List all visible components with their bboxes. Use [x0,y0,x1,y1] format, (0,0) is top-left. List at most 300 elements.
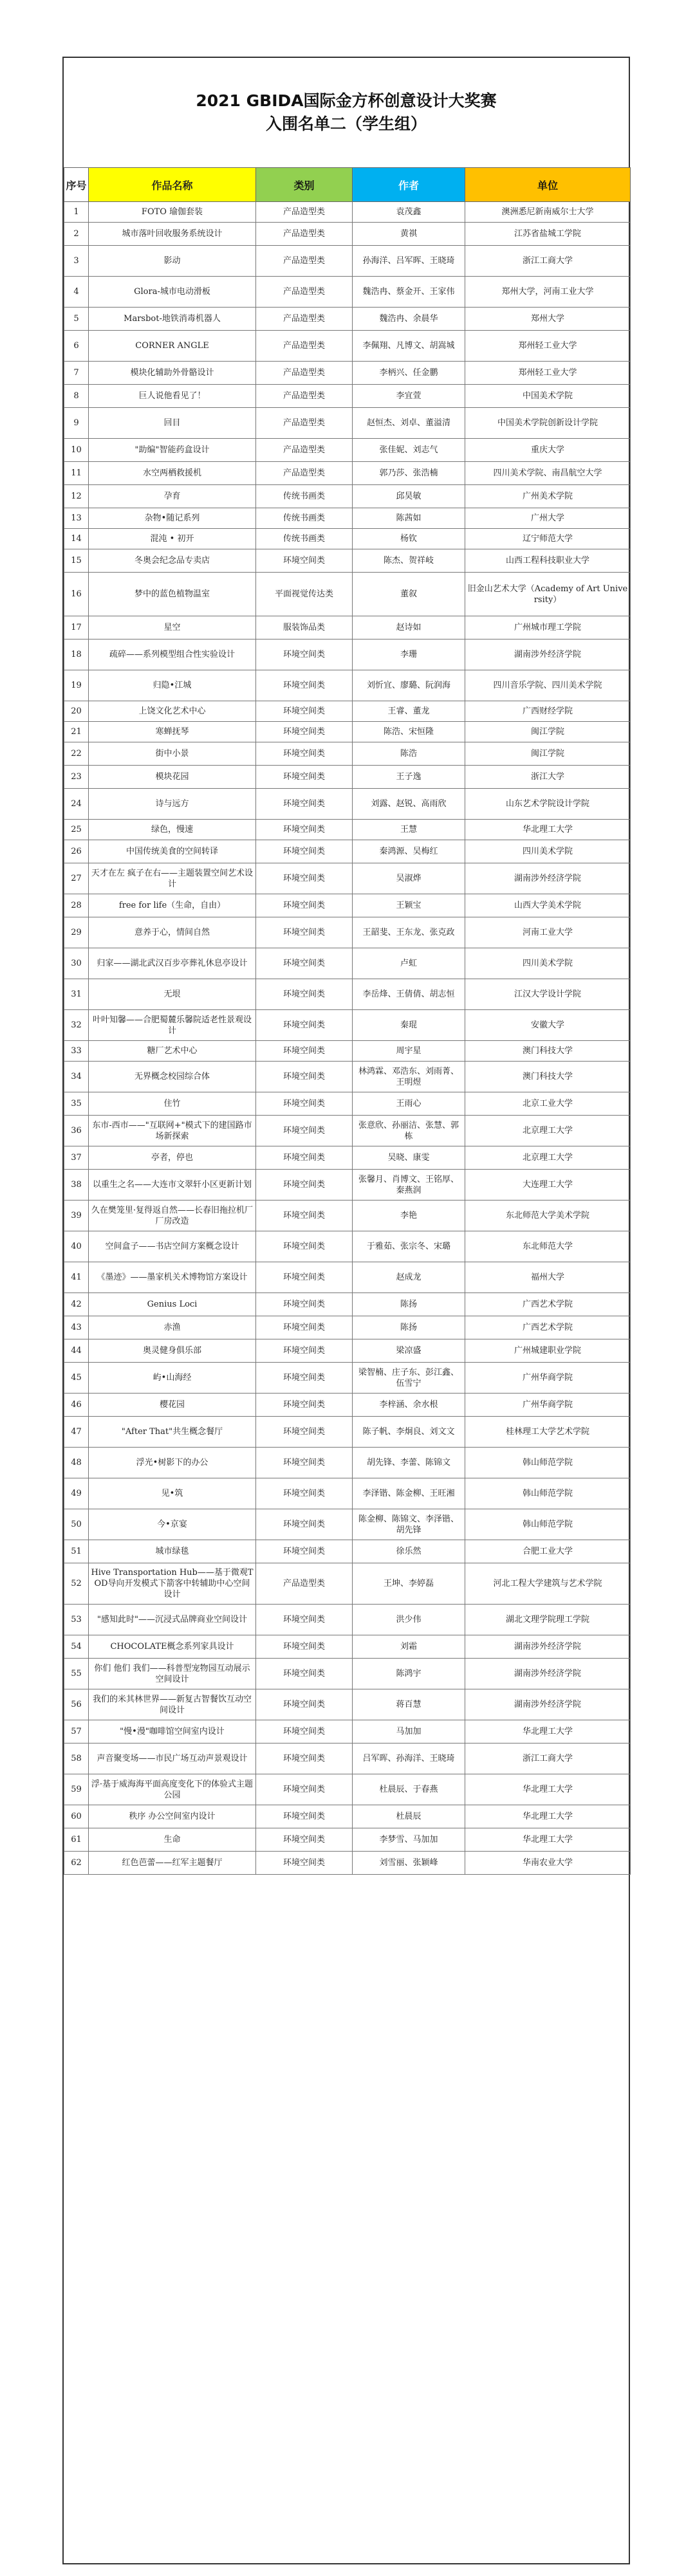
cell-work-name: 东市-西市——"互联网+"模式下的建国路市场新探索 [89,1116,256,1146]
cell-author: 刘霜 [353,1635,465,1659]
cell-unit: 华北理工大学 [465,1805,631,1828]
cell-unit: 韩山师范学院 [465,1448,631,1478]
header-no: 序号 [64,168,89,202]
cell-category: 环境空间类 [256,1146,353,1170]
table-row [64,1828,631,1852]
cell-category: 环境空间类 [256,701,353,722]
cell-work-name: 意养于心，情间自然 [89,917,256,948]
cell-work-name: 诗与远方 [89,789,256,820]
cell-unit: 江汉大学设计学院 [465,979,631,1010]
header-work-name: 作品名称 [89,168,256,202]
cell-author: 王韶斐、王东龙、张克政 [353,917,465,948]
cell-no: 47 [64,1417,89,1448]
cell-author: 杨钦 [353,529,465,549]
cell-no: 37 [64,1146,89,1170]
cell-category: 产品造型类 [256,246,353,277]
cell-no: 15 [64,549,89,573]
cell-author: 刘雪丽、张颖峰 [353,1852,465,1875]
cell-unit: 浙江大学 [465,766,631,789]
cell-work-name: 亭者，停也 [89,1146,256,1170]
cell-no: 17 [64,616,89,639]
cell-unit: 澳门科技大学 [465,1041,631,1062]
cell-author: 王颖宝 [353,894,465,917]
cell-no: 33 [64,1041,89,1062]
cell-category: 环境空间类 [256,820,353,840]
table-row [64,1092,631,1116]
cell-author: 梁智楠、庄子东、彭江鑫、伍雪宁 [353,1363,465,1394]
cell-unit: 闽江学院 [465,722,631,742]
cell-work-name: 以重生之名——大连市文翠轩小区更新计划 [89,1170,256,1201]
cell-author: 陈子帆、李炯良、刘文文 [353,1417,465,1448]
cell-unit: 郑州大学 [465,308,631,331]
cell-author: 洪少伟 [353,1605,465,1635]
table-row [64,1041,631,1062]
cell-unit: 广西艺术学院 [465,1293,631,1316]
cell-category: 传统书画类 [256,485,353,508]
cell-work-name: 空间盒子——书店空间方案概念设计 [89,1231,256,1262]
header-row [64,168,631,202]
table-row [64,1262,631,1293]
cell-author: 陈杰、贺祥岐 [353,549,465,573]
cell-category: 环境空间类 [256,1720,353,1743]
cell-unit: 东北师范大学 [465,1231,631,1262]
cell-no: 41 [64,1262,89,1293]
cell-unit: 韩山师范学院 [465,1509,631,1540]
cell-unit: 河北工程大学建筑与艺术学院 [465,1563,631,1605]
cell-unit: 华北理工大学 [465,1720,631,1743]
cell-unit: 郑州大学，河南工业大学 [465,277,631,308]
cell-unit: 合肥工业大学 [465,1540,631,1563]
nominee-table [64,167,631,1875]
cell-no: 20 [64,701,89,722]
cell-category: 环境空间类 [256,1743,353,1774]
cell-work-name: 樱花园 [89,1394,256,1417]
cell-author: 赵诗如 [353,616,465,639]
table-row [64,529,631,549]
cell-category: 环境空间类 [256,1092,353,1116]
cell-work-name: 《墨迹》——墨家机关术博物馆方案设计 [89,1262,256,1293]
table-row [64,1116,631,1146]
cell-unit: 广州大学 [465,508,631,529]
cell-no: 39 [64,1201,89,1231]
table-row [64,485,631,508]
cell-unit: 湖南涉外经济学院 [465,1659,631,1689]
table-row [64,1394,631,1417]
cell-work-name: 我们的米其林世界——新复古智餐饮互动空间设计 [89,1689,256,1720]
cell-author: 梁凉盛 [353,1339,465,1363]
table-row [64,1774,631,1805]
cell-author: 秦鸿源、吴梅红 [353,840,465,863]
cell-author: 秦琨 [353,1010,465,1041]
cell-unit: 河南工业大学 [465,917,631,948]
cell-work-name: 杂物•随记系列 [89,508,256,529]
table-row [64,742,631,766]
table-row [64,639,631,670]
cell-no: 23 [64,766,89,789]
cell-work-name: 天才在左 疯子在右——主题装置空间艺术设计 [89,863,256,894]
cell-unit: 广州华商学院 [465,1394,631,1417]
cell-no: 30 [64,948,89,979]
cell-author: 郭乃莎、张浩楠 [353,462,465,485]
table-row [64,840,631,863]
cell-unit: 山西大学美术学院 [465,894,631,917]
cell-category: 环境空间类 [256,766,353,789]
cell-work-name: 冬奥会纪念品专卖店 [89,549,256,573]
cell-category: 环境空间类 [256,948,353,979]
cell-no: 29 [64,917,89,948]
table-row [64,1062,631,1092]
cell-no: 54 [64,1635,89,1659]
cell-category: 环境空间类 [256,1316,353,1339]
cell-author: 孙海洋、吕军晖、王晓琦 [353,246,465,277]
cell-unit: 浙江工商大学 [465,246,631,277]
table-row [64,408,631,439]
table-row [64,1635,631,1659]
table-row [64,894,631,917]
cell-author: 王雨心 [353,1092,465,1116]
cell-no: 12 [64,485,89,508]
cell-category: 环境空间类 [256,1010,353,1041]
header-unit: 单位 [465,168,631,202]
cell-unit: 华北理工大学 [465,1774,631,1805]
cell-no: 42 [64,1293,89,1316]
table-row [64,277,631,308]
cell-author: 李梦雪、马加加 [353,1828,465,1852]
cell-work-name: Genius Loci [89,1293,256,1316]
cell-category: 环境空间类 [256,894,353,917]
cell-work-name: 巨人说他看见了！ [89,385,256,408]
cell-work-name: Hive Transportation Hub——基于微观TOD导向开发模式下箭客中转辅助中心空间设计 [89,1563,256,1605]
cell-unit: 安徽大学 [465,1010,631,1041]
cell-author: 董叙 [353,573,465,616]
cell-author: 吕军晖、孙海洋、王晓琦 [353,1743,465,1774]
table-row [64,789,631,820]
cell-unit: 广州华商学院 [465,1363,631,1394]
cell-no: 22 [64,742,89,766]
cell-unit: 四川美术学院 [465,948,631,979]
cell-category: 环境空间类 [256,840,353,863]
cell-category: 环境空间类 [256,1231,353,1262]
cell-category: 环境空间类 [256,1293,353,1316]
cell-unit: 韩山师范学院 [465,1478,631,1509]
table-body [64,202,631,1875]
cell-author: 王慧 [353,820,465,840]
cell-work-name: 影动 [89,246,256,277]
cell-work-name: 住竹 [89,1092,256,1116]
table-row [64,1805,631,1828]
cell-author: 杜晨辰 [353,1805,465,1828]
cell-no: 40 [64,1231,89,1262]
cell-author: 张意欣、孙丽洁、张慧、郭栋 [353,1116,465,1146]
cell-no: 9 [64,408,89,439]
cell-no: 21 [64,722,89,742]
cell-no: 55 [64,1659,89,1689]
cell-category: 环境空间类 [256,722,353,742]
cell-work-name: 见•筑 [89,1478,256,1509]
cell-work-name: 街中小景 [89,742,256,766]
cell-work-name: free for life（生命，自由） [89,894,256,917]
table-row [64,1689,631,1720]
cell-unit: 北京工业大学 [465,1092,631,1116]
cell-author: 林鸿霖、邓浩东、刘雨菁、王明煜 [353,1062,465,1092]
table-row [64,1170,631,1201]
table-row [64,1339,631,1363]
table-row [64,331,631,362]
cell-work-name: 今•京宴 [89,1509,256,1540]
cell-author: 王睿、董龙 [353,701,465,722]
cell-work-name: 无界概念校园综合体 [89,1062,256,1092]
cell-work-name: "After That"共生概念餐厅 [89,1417,256,1448]
cell-author: 刘忻宜、廖璐、阮润海 [353,670,465,701]
header-author: 作者 [353,168,465,202]
cell-work-name: 水空两栖救援机 [89,462,256,485]
cell-no: 48 [64,1448,89,1478]
table-row [64,1363,631,1394]
cell-author: 陈浩、宋恒隆 [353,722,465,742]
cell-no: 35 [64,1092,89,1116]
cell-work-name: 红色芭蕾——红军主题餐厅 [89,1852,256,1875]
cell-author: 李岳烽、王倩倩、胡志恒 [353,979,465,1010]
table-row [64,1852,631,1875]
cell-author: 李珊 [353,639,465,670]
cell-work-name: 上饶文化艺术中心 [89,701,256,722]
cell-work-name: 浮·基于威海海平面高度变化下的体验式主题公园 [89,1774,256,1805]
cell-category: 环境空间类 [256,1041,353,1062]
cell-no: 4 [64,277,89,308]
cell-category: 环境空间类 [256,863,353,894]
cell-author: 周宇星 [353,1041,465,1062]
cell-author: 胡先锋、李蕾、陈锦文 [353,1448,465,1478]
cell-work-name: 久在樊笼里·复得返自然——长春旧拖拉机厂厂房改造 [89,1201,256,1231]
cell-category: 环境空间类 [256,1478,353,1509]
cell-category: 产品造型类 [256,462,353,485]
cell-work-name: Glora-城市电动滑板 [89,277,256,308]
table-row [64,979,631,1010]
cell-no: 27 [64,863,89,894]
cell-category: 环境空间类 [256,639,353,670]
cell-work-name: 奥灵健身俱乐部 [89,1339,256,1363]
cell-work-name: 归隐•江城 [89,670,256,701]
cell-category: 环境空间类 [256,1659,353,1689]
cell-unit: 山东艺术学院设计学院 [465,789,631,820]
cell-category: 环境空间类 [256,1116,353,1146]
table-row [64,202,631,223]
cell-no: 25 [64,820,89,840]
cell-no: 31 [64,979,89,1010]
cell-unit: 重庆大学 [465,439,631,462]
cell-category: 环境空间类 [256,1805,353,1828]
cell-author: 张馨月、肖博文、王铭厚、秦燕润 [353,1170,465,1201]
table-row [64,508,631,529]
cell-no: 19 [64,670,89,701]
cell-unit: 郑州轻工业大学 [465,362,631,385]
table-row [64,1509,631,1540]
cell-work-name: CHOCOLATE概念系列家具设计 [89,1635,256,1659]
cell-category: 环境空间类 [256,1201,353,1231]
cell-author: 李泽锴、陈金柳、王旺湘 [353,1478,465,1509]
cell-unit: 中国美术学院创新设计学院 [465,408,631,439]
cell-no: 1 [64,202,89,223]
cell-author: 陈浩 [353,742,465,766]
table-row [64,616,631,639]
cell-author: 魏浩冉、余晨华 [353,308,465,331]
table-row [64,948,631,979]
table-row [64,670,631,701]
table-row [64,1659,631,1689]
cell-unit: 湖南涉外经济学院 [465,1689,631,1720]
cell-unit: 北京理工大学 [465,1116,631,1146]
cell-no: 59 [64,1774,89,1805]
cell-author: 陈茜如 [353,508,465,529]
table-row [64,1720,631,1743]
cell-no: 26 [64,840,89,863]
cell-author: 陈扬 [353,1316,465,1339]
cell-work-name: 你们 他们 我们——科普型宠物园互动展示空间设计 [89,1659,256,1689]
cell-unit: 旧金山艺术大学（Academy of Art University） [465,573,631,616]
document-sheet [62,57,630,2564]
cell-author: 李佩翔、凡博文、胡嵩城 [353,331,465,362]
cell-author: 张佳妮、刘志气 [353,439,465,462]
cell-work-name: 星空 [89,616,256,639]
cell-author: 吴晓、康雯 [353,1146,465,1170]
cell-category: 产品造型类 [256,223,353,246]
cell-unit: 澳门科技大学 [465,1062,631,1092]
cell-author: 王坤、李婷磊 [353,1563,465,1605]
cell-category: 服装饰品类 [256,616,353,639]
cell-unit: 中国美术学院 [465,385,631,408]
table-row [64,701,631,722]
cell-author: 杜晨辰、于春燕 [353,1774,465,1805]
cell-unit: 四川音乐学院、四川美术学院 [465,670,631,701]
cell-work-name: 模块化辅助外骨骼设计 [89,362,256,385]
cell-work-name: 模块花园 [89,766,256,789]
cell-category: 平面视觉传达类 [256,573,353,616]
table-row [64,1201,631,1231]
cell-author: 魏浩冉、蔡金开、王家伟 [353,277,465,308]
cell-unit: 江苏省盐城工学院 [465,223,631,246]
table-row [64,223,631,246]
cell-category: 环境空间类 [256,1509,353,1540]
table-row [64,1743,631,1774]
cell-no: 24 [64,789,89,820]
cell-unit: 华南农业大学 [465,1852,631,1875]
cell-author: 卢虹 [353,948,465,979]
cell-no: 36 [64,1116,89,1146]
table-row [64,1316,631,1339]
cell-category: 环境空间类 [256,1417,353,1448]
cell-author: 邱昊敏 [353,485,465,508]
document-title: 2021 GBIDA国际金方杯创意设计大奖赛 [196,91,497,110]
header-category: 类别 [256,168,353,202]
table-row [64,863,631,894]
cell-work-name: 声音聚变场——市民广场互动声景观设计 [89,1743,256,1774]
cell-category: 产品造型类 [256,277,353,308]
cell-category: 环境空间类 [256,1605,353,1635]
cell-unit: 湖南涉外经济学院 [465,639,631,670]
cell-category: 环境空间类 [256,789,353,820]
table-row [64,1605,631,1635]
cell-unit: 四川美术学院 [465,840,631,863]
cell-category: 环境空间类 [256,670,353,701]
table-row [64,439,631,462]
cell-no: 58 [64,1743,89,1774]
cell-work-name: 寒蝉抚琴 [89,722,256,742]
cell-no: 38 [64,1170,89,1201]
table-row [64,462,631,485]
cell-category: 环境空间类 [256,549,353,573]
cell-category: 环境空间类 [256,1852,353,1875]
cell-unit: 辽宁师范大学 [465,529,631,549]
cell-work-name: 归家——湖北武汉百步亭葬礼休息亭设计 [89,948,256,979]
cell-author: 袁茂鑫 [353,202,465,223]
cell-author: 马加加 [353,1720,465,1743]
cell-category: 产品造型类 [256,439,353,462]
table-row [64,1417,631,1448]
cell-author: 徐乐然 [353,1540,465,1563]
table-row [64,1540,631,1563]
cell-work-name: "感知此时"——沉浸式品牌商业空间设计 [89,1605,256,1635]
cell-no: 61 [64,1828,89,1852]
cell-work-name: FOTO 瑜伽套装 [89,202,256,223]
cell-no: 45 [64,1363,89,1394]
table-row [64,1231,631,1262]
cell-no: 13 [64,508,89,529]
cell-author: 陈鸿宇 [353,1659,465,1689]
cell-category: 环境空间类 [256,1339,353,1363]
cell-unit: 桂林理工大学艺术学院 [465,1417,631,1448]
cell-no: 7 [64,362,89,385]
cell-author: 陈金柳、陈锦文、李泽锴、胡先锋 [353,1509,465,1540]
table-row [64,1478,631,1509]
cell-unit: 大连理工大学 [465,1170,631,1201]
table-row [64,549,631,573]
cell-no: 43 [64,1316,89,1339]
cell-unit: 湖南涉外经济学院 [465,863,631,894]
cell-no: 32 [64,1010,89,1041]
cell-no: 56 [64,1689,89,1720]
cell-category: 环境空间类 [256,1689,353,1720]
cell-author: 李梓涵、余水根 [353,1394,465,1417]
cell-no: 8 [64,385,89,408]
cell-category: 环境空间类 [256,1774,353,1805]
cell-work-name: 无垠 [89,979,256,1010]
cell-work-name: 孕育 [89,485,256,508]
cell-author: 陈扬 [353,1293,465,1316]
table-row [64,362,631,385]
table-row [64,722,631,742]
cell-unit: 浙江工商大学 [465,1743,631,1774]
cell-category: 产品造型类 [256,385,353,408]
cell-no: 16 [64,573,89,616]
cell-category: 环境空间类 [256,979,353,1010]
table-row [64,1448,631,1478]
cell-work-name: 混沌 • 初开 [89,529,256,549]
cell-work-name: 城市落叶回收服务系统设计 [89,223,256,246]
table-row [64,1563,631,1605]
cell-unit: 华北理工大学 [465,1828,631,1852]
table-row [64,917,631,948]
cell-work-name: 城市绿毯 [89,1540,256,1563]
table-row [64,385,631,408]
cell-category: 环境空间类 [256,1448,353,1478]
table-row [64,820,631,840]
cell-no: 49 [64,1478,89,1509]
cell-no: 6 [64,331,89,362]
cell-category: 产品造型类 [256,362,353,385]
cell-unit: 广州美术学院 [465,485,631,508]
cell-author: 吴淑烨 [353,863,465,894]
cell-work-name: 疏碎——系列模型组合性实验设计 [89,639,256,670]
